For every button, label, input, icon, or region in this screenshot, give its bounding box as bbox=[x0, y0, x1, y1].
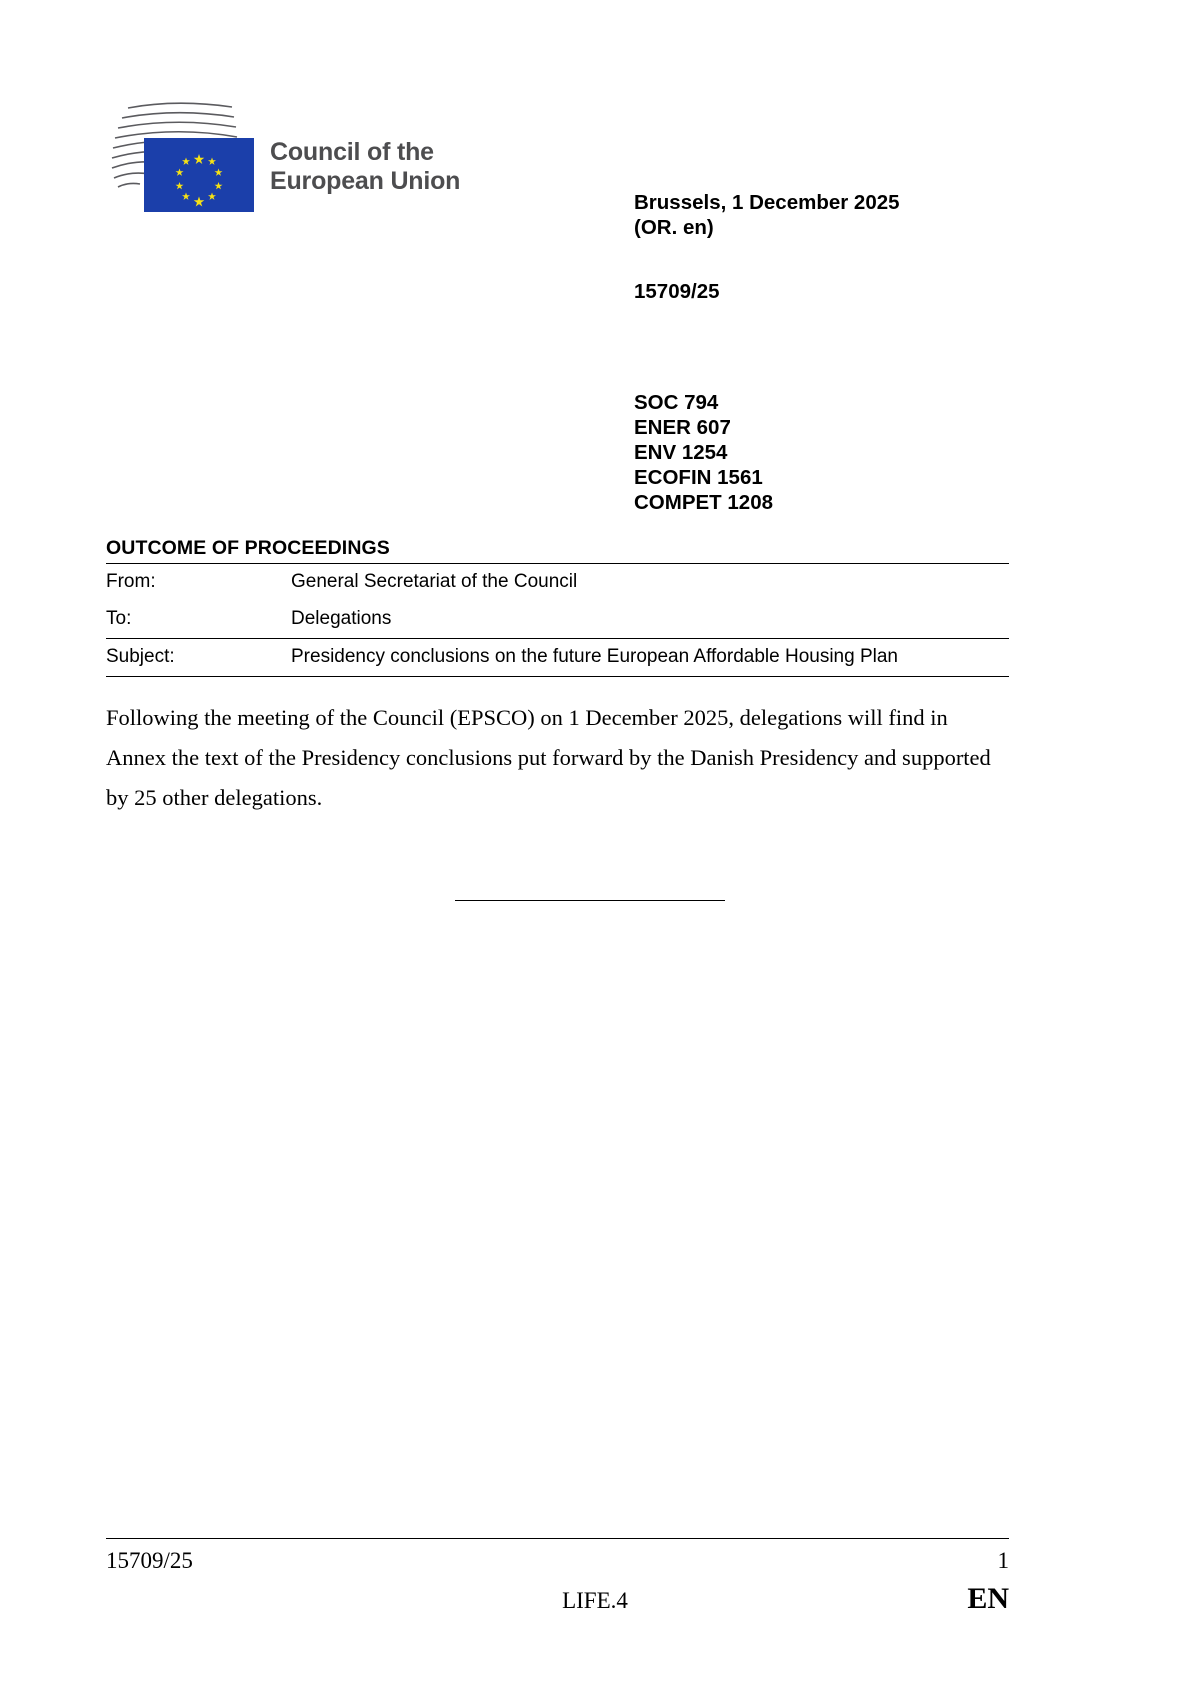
policy-code: ENER 607 bbox=[634, 416, 731, 439]
metadata-label-from: From: bbox=[106, 564, 291, 602]
footer-department: LIFE.4 bbox=[562, 1588, 628, 1613]
metadata-label-to: To: bbox=[106, 601, 291, 639]
header-policy-codes bbox=[634, 390, 773, 515]
eu-flag-icon bbox=[144, 138, 254, 212]
header-language: (OR. en) bbox=[634, 216, 714, 239]
policy-code: COMPET 1208 bbox=[634, 491, 773, 514]
footer-page-number: 1 bbox=[997, 1548, 1009, 1573]
wordmark-line-1: Council of the bbox=[270, 138, 434, 166]
body-paragraph: Following the meeting of the Council (EPSCO) on 1 December 2025, delegations will find in Annex the text of the Presidency conclusions put forward by the Danish Presidency and supported by 25 other delegations. bbox=[106, 705, 991, 810]
footer-divider bbox=[106, 1538, 1009, 1539]
council-wordmark bbox=[270, 138, 460, 196]
footer-language-code: EN bbox=[967, 1582, 1009, 1615]
page-title: OUTCOME OF PROCEEDINGS bbox=[106, 537, 390, 559]
header-place-date: Brussels, 1 December 2025 bbox=[634, 191, 900, 214]
header-document-number-block bbox=[634, 279, 720, 304]
footer-document-number: 15709/25 bbox=[106, 1548, 193, 1573]
section-divider bbox=[455, 900, 725, 901]
metadata-value-to: Delegations bbox=[291, 601, 1009, 639]
council-logo bbox=[106, 96, 526, 195]
table-row bbox=[106, 564, 1009, 602]
policy-code: ECOFIN 1561 bbox=[634, 466, 763, 489]
wordmark-line-2: European Union bbox=[270, 167, 461, 195]
document-metadata-table bbox=[106, 563, 1009, 677]
header-place-date-block bbox=[634, 190, 900, 240]
metadata-value-from: General Secretariat of the Council bbox=[291, 564, 1009, 602]
metadata-label-subject: Subject: bbox=[106, 639, 291, 677]
policy-code: SOC 794 bbox=[634, 391, 719, 414]
table-row bbox=[106, 639, 1009, 677]
table-row bbox=[106, 601, 1009, 639]
metadata-value-subject: Presidency conclusions on the future European Affordable Housing Plan bbox=[291, 639, 1009, 677]
header-document-number: 15709/25 bbox=[634, 280, 720, 303]
policy-code: ENV 1254 bbox=[634, 441, 728, 464]
